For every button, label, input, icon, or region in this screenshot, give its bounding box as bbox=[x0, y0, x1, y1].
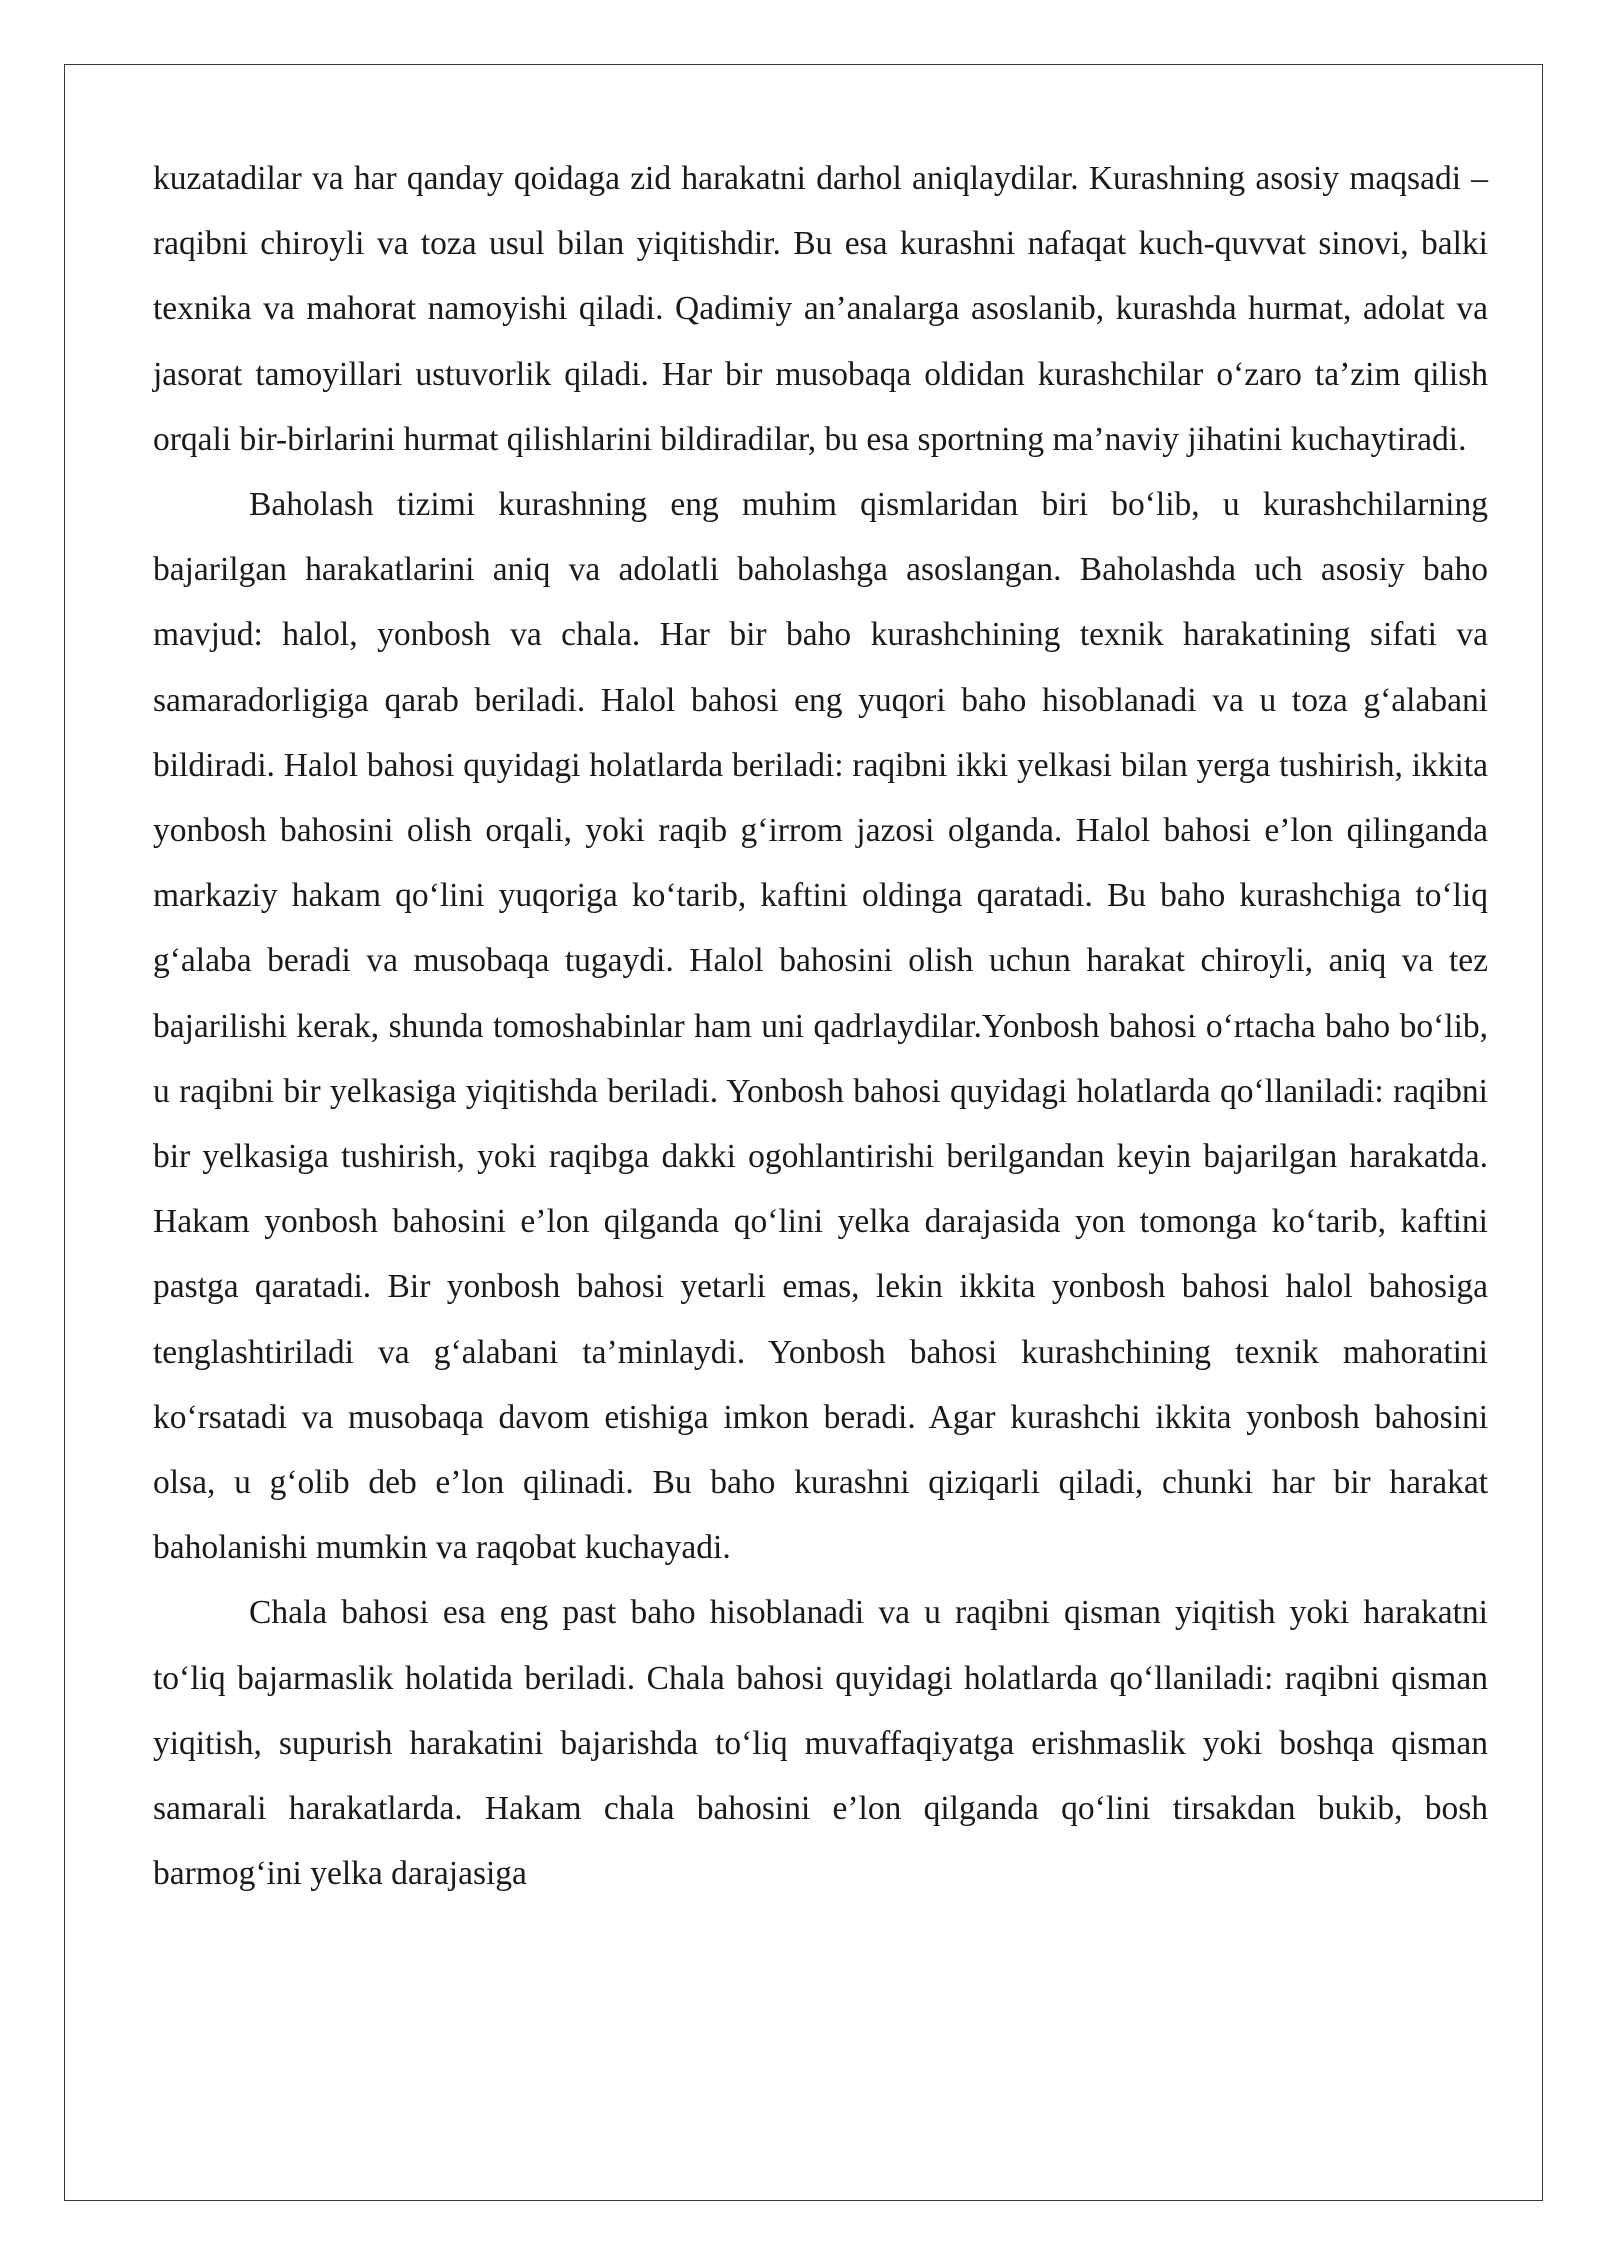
paragraph-3: Chala bahosi esa eng past baho hisoblanadi va u raqibni qisman yiqitish yoki harakatni to‘liq bajarmaslik holatida beriladi. Chala bahosi quyidagi holatlarda qo‘llaniladi: raqibni qisman yiqitish, supurish harakatini bajarishda to‘liq muvaffaqiyatga erishmaslik yoki boshqa qisman samarali harakatlarda. Hakam chala bahosini e’lon qilganda qo‘lini tirsakdan bukib, bosh barmog‘ini yelka darajasiga bbox=[153, 1594, 1488, 1893]
paragraph-1: kuzatadilar va har qanday qoidaga zid harakatni darhol aniqlaydilar. Kurashning asosiy maqsadi – raqibni chiroyli va toza usul bilan yiqitishdir. Bu esa kurashni nafaqat kuch-quvvat sinovi, balki texnika va mahorat namoyishi qiladi. Qadimiy an’analarga asoslanib, kurashda hurmat, adolat va jasorat tamoyillari ustuvorlik qiladi. Har bir musobaqa oldidan kurashchilar o‘zaro ta’zim qilish orqali bir-birlarini hurmat qilishlarini bildiradilar, bu esa sportning ma’naviy jihatini kuchaytiradi. bbox=[153, 160, 1488, 458]
document-body bbox=[153, 146, 1488, 1906]
paragraph-2: Baholash tizimi kurashning eng muhim qismlaridan biri bo‘lib, u kurashchilarning bajarilgan harakatlarini aniq va adolatli baholashga asoslangan. Baholashda uch asosiy baho mavjud: halol, yonbosh va chala. Har bir baho kurashchining texnik harakatining sifati va samaradorligiga qarab beriladi. Halol bahosi eng yuqori baho hisoblanadi va u toza g‘alabani bildiradi. Halol bahosi quyidagi holatlarda beriladi: raqibni ikki yelkasi bilan yerga tushirish, ikkita yonbosh bahosini olish orqali, yoki raqib g‘irrom jazosi olganda. Halol bahosi e’lon qilinganda markaziy hakam qo‘lini yuqoriga ko‘tarib, kaftini oldinga qaratadi. Bu baho kurashchiga to‘liq g‘alaba beradi va musobaqa tugaydi. Halol bahosini olish uchun harakat chiroyli, aniq va tez bajarilishi kerak, shunda tomoshabinlar ham uni qadrlaydilar.Yonbosh bahosi o‘rtacha baho bo‘lib, u raqibni bir yelkasiga yiqitishda beriladi. Yonbosh bahosi quyidagi holatlarda qo‘llaniladi: raqibni bir yelkasiga tushirish, yoki raqibga dakki ogohlantirishi berilgandan keyin bajarilgan harakatda. Hakam yonbosh bahosini e’lon qilganda qo‘lini yelka darajasida yon tomonga ko‘tarib, kaftini pastga qaratadi. Bir yonbosh bahosi yetarli emas, lekin ikkita yonbosh bahosi halol bahosiga tenglashtiriladi va g‘alabani ta’minlaydi. Yonbosh bahosi kurashchining texnik mahoratini ko‘rsatadi va musobaqa davom etishiga imkon beradi. Agar kurashchi ikkita yonbosh bahosini olsa, u g‘olib deb e’lon qilinadi. Bu baho kurashni qiziqarli qiladi, chunki har bir harakat baholanishi mumkin va raqobat kuchayadi. bbox=[153, 486, 1488, 1567]
